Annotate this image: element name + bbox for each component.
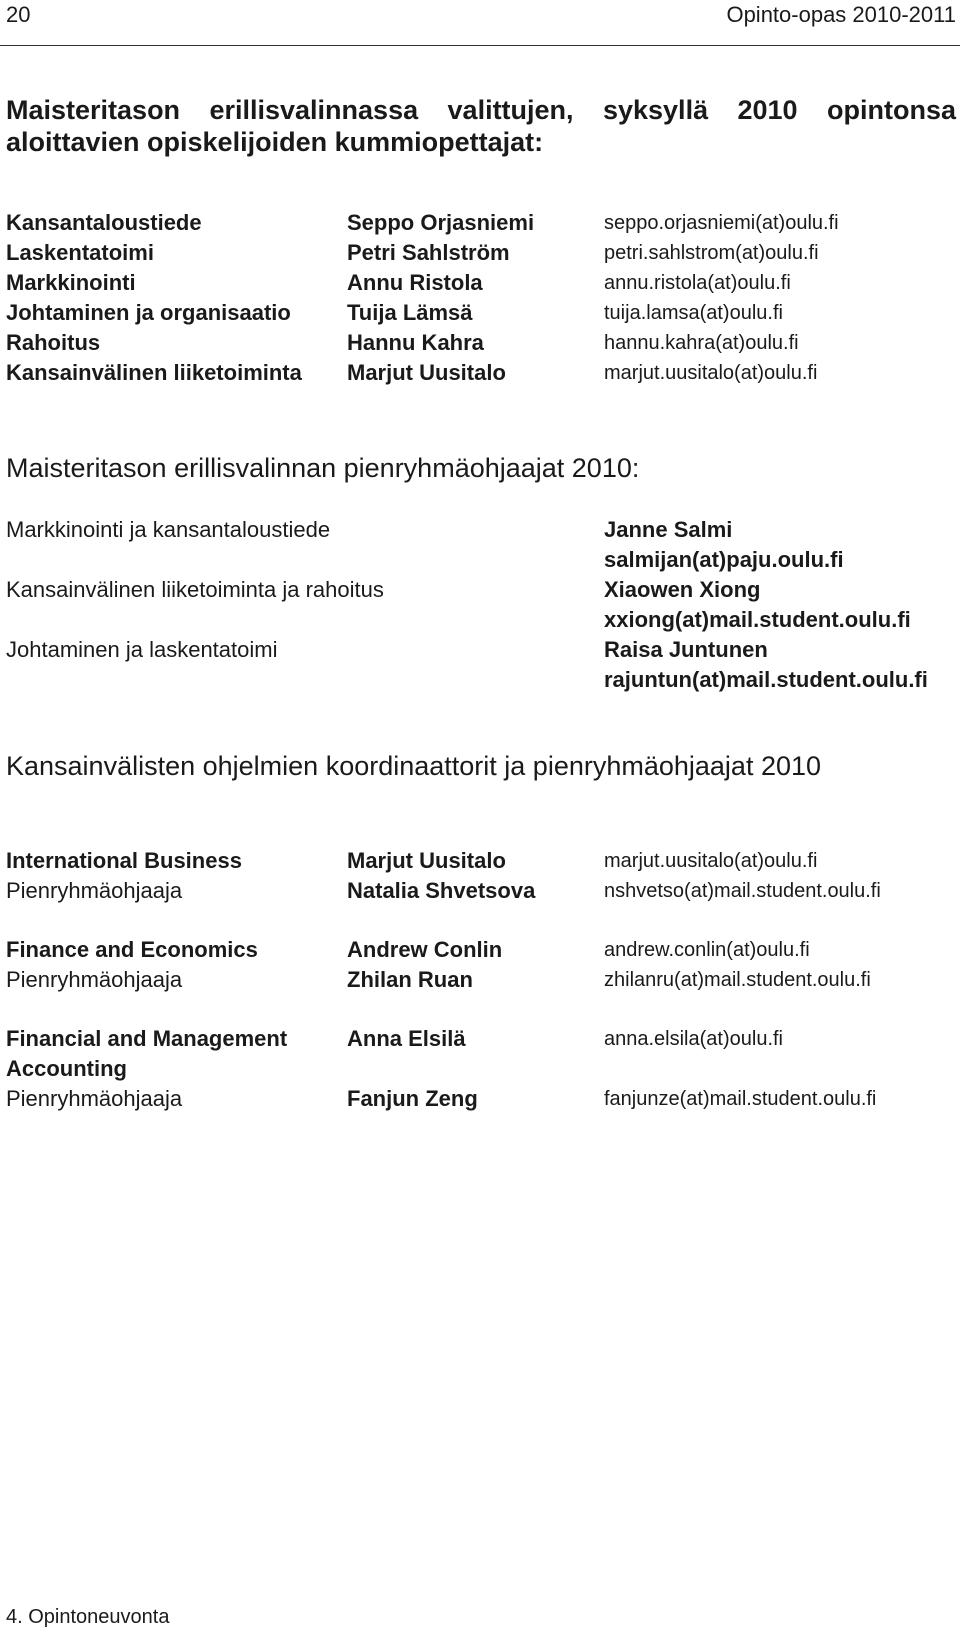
- small-group-instructor: Raisa Juntunen: [604, 637, 768, 662]
- small-group-subjects: Johtaminen ja laskentatoimi: [6, 637, 278, 662]
- mentor-subject: Rahoitus: [6, 330, 101, 355]
- mentor-email: tuija.lamsa(at)oulu.fi: [604, 302, 783, 324]
- small-group-subjects: Kansainvälinen liiketoiminta ja rahoitus: [6, 577, 384, 602]
- mentor-email: zhilanru(at)mail.student.oulu.fi: [604, 969, 871, 991]
- mentor-row: [6, 268, 960, 298]
- mentor-name: Petri Sahlström: [347, 240, 510, 265]
- program-name: Finance and Economics: [6, 937, 258, 962]
- mentor-row: [6, 298, 960, 328]
- mentor-email: fanjunze(at)mail.student.oulu.fi: [604, 1088, 877, 1110]
- mentor-name: Marjut Uusitalo: [347, 360, 506, 385]
- program-name-continued-row: [6, 1054, 960, 1084]
- program-mentor-row: [6, 965, 960, 995]
- role-label: Pienryhmäohjaaja: [6, 878, 183, 903]
- mentor-name: Hannu Kahra: [347, 330, 484, 355]
- mentor-name: Seppo Orjasniemi: [347, 210, 535, 235]
- coordinator-name: Anna Elsilä: [347, 1026, 466, 1051]
- small-group-email: salmijan(at)paju.oulu.fi: [604, 547, 844, 572]
- program-name: Financial and Management: [6, 1026, 288, 1051]
- mentor-row: [6, 208, 960, 238]
- footer-section-label: 4. Opintoneuvonta: [6, 1606, 170, 1628]
- small-groups-heading: Maisteritason erillisvalinnan pienryhmäohjaajat 2010:: [6, 453, 640, 483]
- page-number: 20: [6, 2, 31, 27]
- mentor-row: [6, 238, 960, 268]
- mentor-subject: Kansainvälinen liiketoiminta: [6, 360, 302, 385]
- coordinator-email: anna.elsila(at)oulu.fi: [604, 1028, 783, 1050]
- coordinator-name: Marjut Uusitalo: [347, 848, 506, 873]
- international-heading: Kansainvälisten ohjelmien koordinaattorit ja pienryhmäohjaajat 2010: [6, 751, 822, 781]
- mentor-name: Zhilan Ruan: [347, 967, 473, 992]
- mentor-email: nshvetso(at)mail.student.oulu.fi: [604, 880, 881, 902]
- role-label: Pienryhmäohjaaja: [6, 1086, 183, 1111]
- mentor-subject: Johtaminen ja organisaatio: [6, 300, 291, 325]
- small-group-email: rajuntun(at)mail.student.oulu.fi: [604, 667, 928, 692]
- small-group-email: xxiong(at)mail.student.oulu.fi: [604, 607, 911, 632]
- small-group-instructor: Janne Salmi: [604, 517, 733, 542]
- mentor-name: Natalia Shvetsova: [347, 878, 536, 903]
- small-group-instructor: Xiaowen Xiong: [604, 577, 761, 602]
- mentor-name: Fanjun Zeng: [347, 1086, 478, 1111]
- mentors-heading: Maisteritason erillisvalinnassa valittujen, syksyllä 2010 opintonsa aloittavien opiskelijoiden kummiopettajat:: [6, 95, 956, 157]
- program-mentor-row: [6, 1084, 960, 1114]
- coordinator-name: Andrew Conlin: [347, 937, 503, 962]
- program-coordinator-row: [6, 1024, 960, 1054]
- mentor-row: [6, 358, 960, 388]
- small-group-subjects: Markkinointi ja kansantaloustiede: [6, 517, 331, 542]
- mentor-email: hannu.kahra(at)oulu.fi: [604, 332, 799, 354]
- program-coordinator-row: [6, 846, 960, 876]
- mentor-row: [6, 328, 960, 358]
- mentor-subject: Laskentatoimi: [6, 240, 154, 265]
- mentor-name: Annu Ristola: [347, 270, 483, 295]
- mentor-email: annu.ristola(at)oulu.fi: [604, 272, 791, 294]
- program-mentor-row: [6, 876, 960, 906]
- mentor-email: seppo.orjasniemi(at)oulu.fi: [604, 212, 839, 234]
- program-coordinator-row: [6, 935, 960, 965]
- mentor-name: Tuija Lämsä: [347, 300, 473, 325]
- program-name-continued: Accounting: [6, 1056, 127, 1081]
- mentor-email: marjut.uusitalo(at)oulu.fi: [604, 362, 818, 384]
- role-label: Pienryhmäohjaaja: [6, 967, 183, 992]
- mentor-subject: Markkinointi: [6, 270, 136, 295]
- coordinator-email: andrew.conlin(at)oulu.fi: [604, 939, 810, 961]
- coordinator-email: marjut.uusitalo(at)oulu.fi: [604, 850, 818, 872]
- mentor-subject: Kansantaloustiede: [6, 210, 202, 235]
- program-name: International Business: [6, 848, 242, 873]
- guide-title: Opinto-opas 2010-2011: [726, 2, 956, 27]
- header-divider: [0, 45, 960, 46]
- mentor-email: petri.sahlstrom(at)oulu.fi: [604, 242, 819, 264]
